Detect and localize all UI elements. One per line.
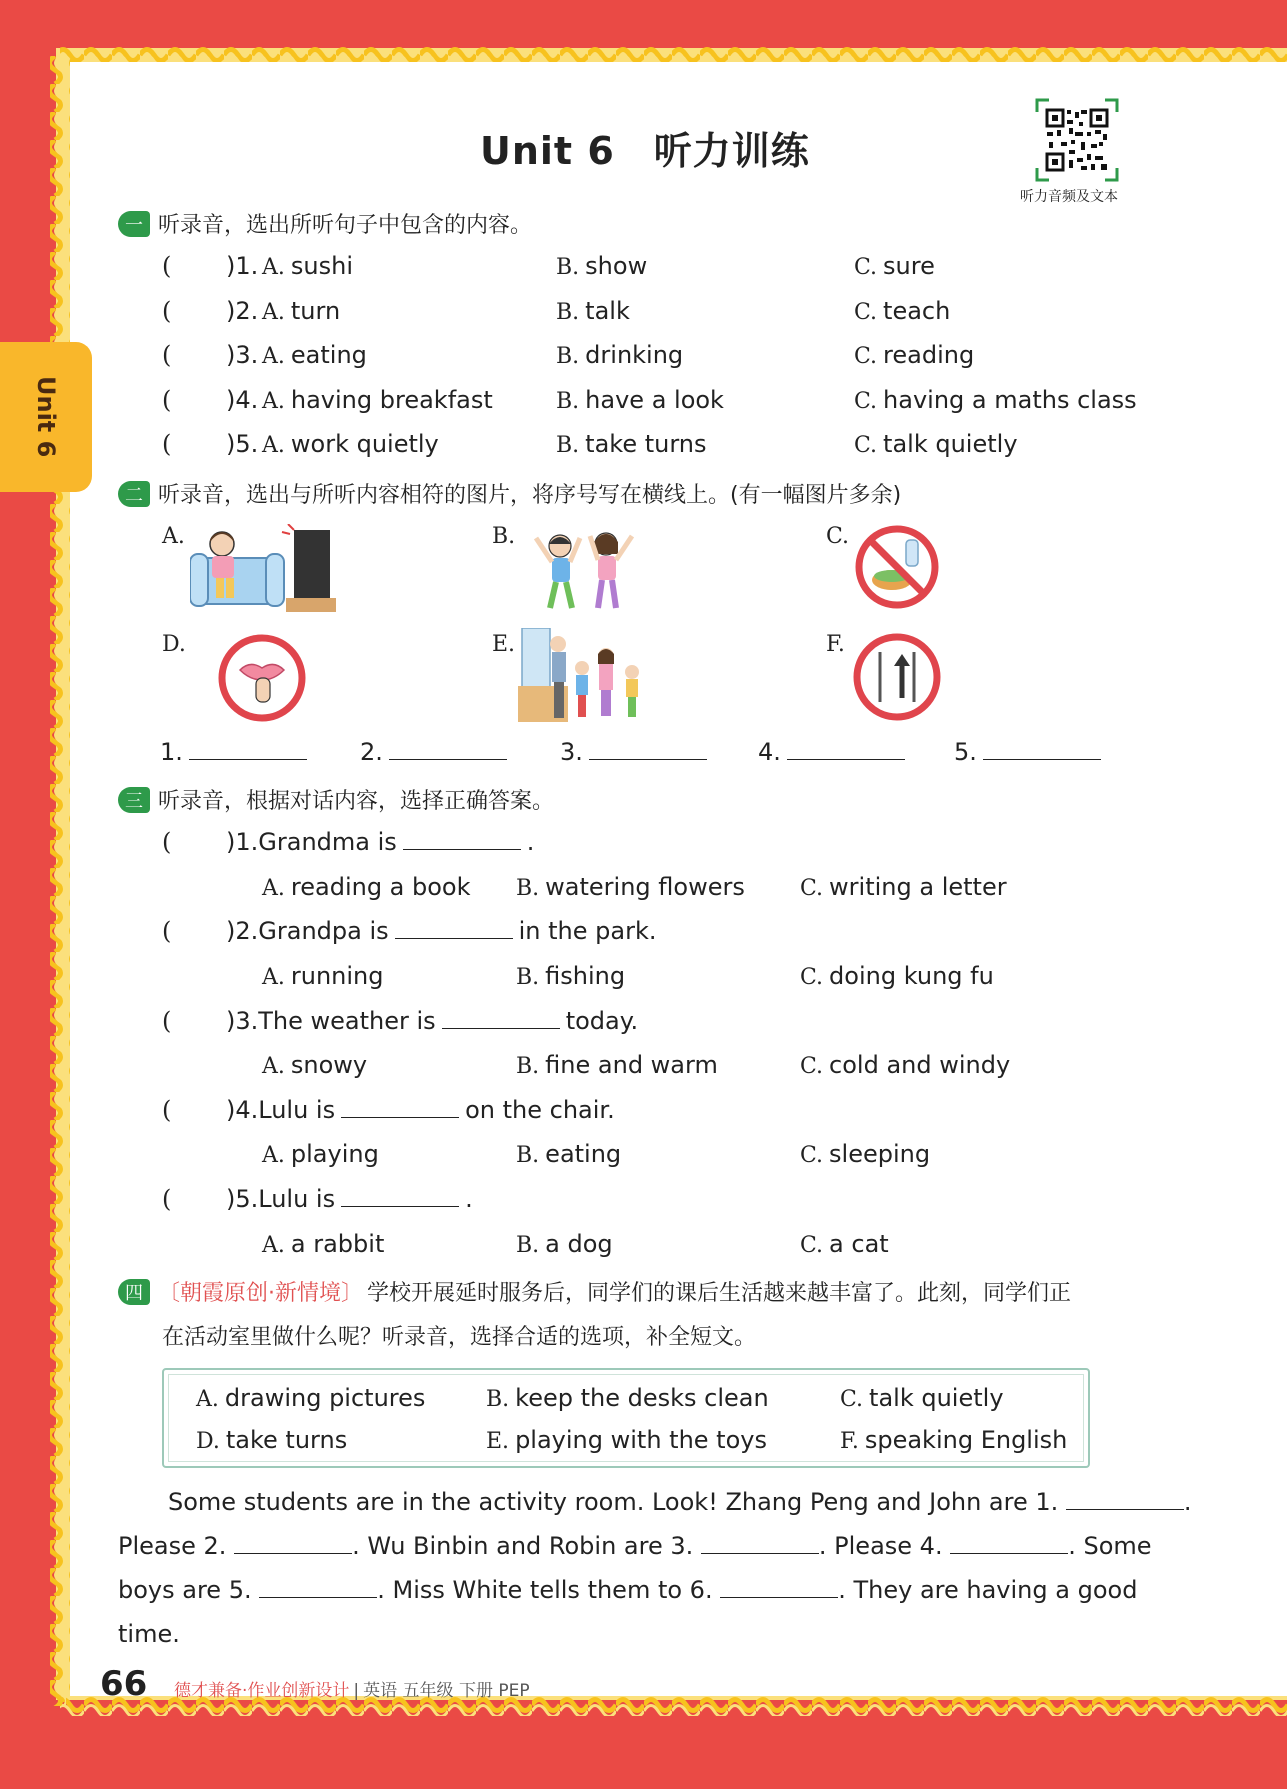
picture-c-label: C.	[826, 524, 850, 549]
option-b[interactable]	[516, 873, 745, 901]
question-text: in the park.	[518, 917, 657, 946]
picture-e-queuing	[518, 628, 652, 724]
option-a[interactable]	[262, 1051, 367, 1079]
option-text: have a look	[585, 385, 724, 414]
question-number: )3.	[226, 1006, 259, 1035]
option-text: drinking	[585, 341, 684, 369]
option-b[interactable]	[556, 430, 707, 458]
option-letter: B.	[516, 875, 540, 901]
page-title: Unit 6 听力训练	[480, 129, 810, 173]
section-2-badge: 二	[118, 481, 150, 507]
option-text: reading a book	[290, 872, 471, 901]
word-bank-option-b[interactable]	[486, 1384, 769, 1412]
question-text: Lulu is	[258, 1095, 336, 1124]
option-letter: C.	[800, 1054, 824, 1080]
blank-number: 3.	[560, 738, 583, 766]
answer-paren[interactable]: (	[162, 1006, 172, 1035]
answer-paren[interactable]: (	[162, 385, 172, 414]
picture-d-label: D.	[162, 632, 186, 657]
option-text: eating	[545, 1140, 622, 1169]
option-text: drawing pictures	[224, 1384, 426, 1412]
passage-text: . Some	[1068, 1532, 1152, 1560]
option-text: talk	[585, 296, 630, 325]
option-text: teach	[883, 296, 951, 325]
option-b[interactable]	[556, 341, 683, 369]
answer-blank[interactable]	[341, 1096, 459, 1118]
option-a[interactable]	[262, 873, 471, 901]
option-letter: A.	[262, 875, 285, 901]
question-stem	[226, 828, 534, 856]
option-text: fine and warm	[545, 1051, 718, 1080]
question-text: today.	[565, 1006, 639, 1035]
option-letter: E.	[486, 1429, 510, 1454]
option-text: doing kung fu	[829, 961, 994, 990]
option-letter: A.	[262, 299, 285, 325]
picture-a-watching-tv	[190, 524, 340, 614]
option-a[interactable]	[262, 386, 493, 414]
option-b[interactable]	[556, 297, 630, 325]
option-letter: B.	[516, 1143, 540, 1169]
option-text: talk quietly	[869, 1384, 1004, 1412]
option-c[interactable]	[800, 1230, 889, 1258]
option-letter: F.	[840, 1429, 859, 1454]
option-b[interactable]	[556, 252, 647, 280]
unit-side-tab	[0, 342, 92, 492]
option-c[interactable]	[854, 386, 1137, 414]
picture-b-exercising	[530, 524, 640, 614]
answer-blank[interactable]	[189, 738, 307, 760]
section-3-heading	[118, 784, 554, 815]
option-b[interactable]	[516, 1140, 621, 1168]
option-text: sushi	[290, 252, 353, 280]
option-letter: C.	[854, 433, 878, 458]
answer-blank[interactable]	[389, 738, 507, 760]
option-b[interactable]	[516, 962, 625, 990]
question-text: .	[526, 828, 535, 856]
option-text: having a maths class	[883, 385, 1137, 414]
option-letter: C.	[840, 1387, 864, 1412]
question-number: )4.	[226, 1095, 259, 1124]
question-text: The weather is	[258, 1006, 436, 1035]
option-letter: B.	[556, 299, 580, 325]
question-text: Lulu is	[258, 1185, 336, 1214]
option-c[interactable]	[854, 297, 950, 325]
option-text: talk quietly	[883, 430, 1018, 458]
section-4-instruction-line2: 在活动室里做什么呢？听录音，选择合适的选项，补全短文。	[162, 1325, 757, 1350]
option-text: turn	[290, 296, 341, 325]
option-a[interactable]	[262, 430, 439, 458]
footer-subject: 英语 五年级 下册 PEP	[363, 1681, 530, 1701]
option-a[interactable]	[262, 252, 353, 280]
question-text: Grandpa is	[258, 917, 389, 946]
picture-answer-5	[954, 738, 1101, 766]
passage-text: . Please 4.	[818, 1532, 943, 1560]
blank-number: 4.	[758, 738, 781, 766]
section-4-badge: 四	[118, 1279, 150, 1305]
question-number: )5.	[226, 430, 259, 458]
no-food-drink-sign-icon	[852, 522, 942, 612]
option-letter: A.	[262, 1143, 285, 1169]
option-letter: A.	[262, 1232, 285, 1258]
option-letter: B.	[516, 1054, 540, 1080]
option-letter: C.	[800, 1143, 824, 1169]
option-a[interactable]	[262, 962, 384, 990]
option-text: playing	[290, 1140, 379, 1169]
section-2-heading	[118, 478, 901, 509]
question-stem	[226, 1185, 473, 1213]
option-letter: B.	[556, 433, 580, 458]
option-letter: A.	[262, 964, 285, 990]
option-b[interactable]	[556, 386, 724, 414]
option-c[interactable]	[800, 962, 994, 990]
answer-blank[interactable]	[589, 738, 707, 760]
answer-blank-5[interactable]	[259, 1576, 377, 1598]
option-text: watering flowers	[545, 872, 745, 901]
answer-blank-3[interactable]	[701, 1532, 819, 1554]
picture-answer-2	[360, 738, 507, 766]
option-c[interactable]	[800, 1140, 930, 1168]
question-text: Grandma is	[258, 828, 397, 856]
answer-blank[interactable]	[341, 1185, 459, 1207]
option-letter: A.	[262, 388, 285, 414]
passage-text: . Miss White tells them to 6.	[377, 1576, 713, 1604]
option-letter: B.	[516, 1232, 540, 1258]
option-letter: C.	[854, 388, 878, 414]
option-text: having breakfast	[290, 385, 493, 414]
picture-f-label: F.	[826, 632, 845, 657]
option-text: fishing	[545, 961, 626, 990]
question-stem	[226, 1096, 615, 1124]
option-c[interactable]	[854, 430, 1018, 458]
footer-series: 德才兼备·作业创新设计 | 英语 五年级 下册 PEP	[174, 1681, 530, 1701]
option-letter: B.	[556, 344, 580, 369]
section-1-instruction: 听录音，选出所听句子中包含的内容。	[158, 213, 533, 238]
option-letter: C.	[854, 299, 878, 325]
section-4-tag: 〔朝霞原创·新情境〕	[158, 1281, 363, 1306]
option-text: cold and windy	[829, 1051, 1011, 1080]
option-text: writing a letter	[829, 872, 1007, 901]
option-b[interactable]	[516, 1051, 718, 1079]
unit-tab-label: Unit 6	[32, 376, 60, 458]
option-a[interactable]	[262, 297, 340, 325]
option-letter: B.	[556, 388, 580, 414]
option-letter: A.	[196, 1387, 219, 1412]
option-c[interactable]	[800, 873, 1007, 901]
answer-blank[interactable]	[403, 828, 521, 850]
answer-blank-2[interactable]	[234, 1532, 352, 1554]
answer-paren[interactable]: (	[162, 1095, 172, 1124]
passage-line-3	[118, 1568, 1137, 1612]
blank-number: 1.	[160, 738, 183, 766]
option-letter: A.	[262, 344, 285, 369]
option-c[interactable]	[854, 252, 935, 280]
option-letter: C.	[854, 344, 878, 369]
option-text: take turns	[585, 430, 707, 458]
section-1-badge: 一	[118, 211, 150, 237]
question-number: )1.	[226, 252, 259, 280]
option-letter: C.	[800, 875, 824, 901]
passage-text: . They are having a good	[838, 1576, 1138, 1604]
option-text: running	[290, 961, 384, 990]
question-number: )2.	[226, 296, 259, 325]
blank-number: 5.	[954, 738, 977, 766]
question-text: on the chair.	[465, 1095, 615, 1124]
passage-text: boys are 5.	[118, 1576, 252, 1604]
option-a[interactable]	[262, 1230, 384, 1258]
option-text: work quietly	[290, 430, 439, 458]
blank-number: 2.	[360, 738, 383, 766]
passage-text: . Wu Binbin and Robin are 3.	[352, 1532, 694, 1560]
answer-paren[interactable]: (	[162, 917, 172, 946]
answer-paren[interactable]: (	[162, 296, 172, 325]
option-c[interactable]	[854, 341, 974, 369]
question-number: )5.	[226, 1185, 259, 1214]
option-text: sure	[883, 252, 935, 280]
answer-paren[interactable]: (	[162, 1185, 172, 1214]
be-quiet-sign-icon	[216, 632, 308, 724]
page-number: 66	[100, 1664, 148, 1704]
answer-paren[interactable]: (	[162, 828, 172, 856]
option-letter: A.	[262, 1054, 285, 1080]
answer-paren[interactable]: (	[162, 252, 172, 280]
option-text: a dog	[545, 1229, 613, 1258]
option-text: snowy	[290, 1051, 368, 1080]
answer-blank[interactable]	[442, 1007, 560, 1029]
answer-paren[interactable]: (	[162, 430, 172, 458]
option-letter: B.	[516, 964, 540, 990]
section-3-instruction: 听录音，根据对话内容，选择正确答案。	[158, 789, 555, 814]
option-c[interactable]	[800, 1051, 1010, 1079]
option-letter: A.	[262, 433, 285, 458]
section-1-heading	[118, 208, 532, 239]
passage-text: Some students are in the activity room. Look! Zhang Peng and John are 1.	[168, 1488, 1059, 1516]
answer-blank[interactable]	[395, 917, 513, 939]
option-text: playing with the toys	[515, 1426, 767, 1454]
option-text: take turns	[225, 1426, 348, 1454]
picture-answer-4	[758, 738, 905, 766]
word-bank-option-d[interactable]	[196, 1426, 347, 1454]
picture-a-label: A.	[162, 524, 185, 549]
section-3-badge: 三	[118, 787, 150, 813]
qr-code-icon[interactable]	[1035, 98, 1119, 182]
option-text: a rabbit	[290, 1229, 385, 1258]
section-2-instruction: 听录音，选出与所听内容相符的图片，将序号写在横线上。(有一幅图片多余)	[158, 483, 902, 508]
answer-blank-1[interactable]	[1066, 1488, 1184, 1510]
passage-line-4: time.	[118, 1620, 180, 1648]
footer-series-name: 德才兼备·作业创新设计	[174, 1681, 350, 1701]
question-stem	[226, 1007, 638, 1035]
option-text: reading	[883, 341, 975, 369]
passage-text: Please 2.	[118, 1532, 227, 1560]
passage-line-1: Some students are in the activity room. Look! Zhang Peng and John are 1. .	[168, 1488, 1192, 1516]
picture-answer-3	[560, 738, 707, 766]
passage-line-2	[118, 1524, 1152, 1568]
question-number: )3.	[226, 341, 259, 369]
option-text: sleeping	[829, 1140, 931, 1169]
word-bank-option-a[interactable]	[196, 1384, 425, 1412]
answer-blank-6[interactable]	[720, 1576, 838, 1598]
option-a[interactable]	[262, 341, 367, 369]
option-text: eating	[290, 341, 367, 369]
option-letter: C.	[800, 1232, 824, 1258]
question-text: .	[465, 1185, 473, 1214]
option-letter: B.	[556, 255, 580, 280]
option-b[interactable]	[516, 1230, 613, 1258]
option-text: a cat	[829, 1229, 889, 1258]
option-letter: A.	[262, 255, 285, 280]
option-text: keep the desks clean	[515, 1384, 769, 1412]
option-letter: B.	[486, 1387, 510, 1412]
answer-paren[interactable]: (	[162, 341, 172, 369]
question-number: )2.	[226, 917, 259, 946]
picture-e-label: E.	[492, 632, 516, 657]
word-bank-option-c[interactable]	[840, 1384, 1004, 1412]
qr-caption: 听力音频及文本	[1020, 189, 1118, 205]
option-letter: D.	[196, 1429, 220, 1454]
picture-answer-1	[160, 738, 307, 766]
walk-on-right-sign-icon	[850, 630, 944, 724]
question-stem	[226, 917, 656, 945]
word-bank-option-f[interactable]	[840, 1426, 1067, 1454]
picture-b-label: B.	[492, 524, 516, 549]
option-text: show	[585, 252, 648, 280]
question-number: )4.	[226, 385, 259, 414]
option-letter: C.	[854, 255, 878, 280]
section-4-instruction-line1: 学校开展延时服务后，同学们的课后生活越来越丰富了。此刻，同学们正	[367, 1281, 1072, 1306]
answer-blank[interactable]	[983, 738, 1101, 760]
option-letter: C.	[800, 964, 824, 990]
answer-blank-4[interactable]	[950, 1532, 1068, 1554]
question-number: )1.	[226, 828, 259, 856]
answer-blank[interactable]	[787, 738, 905, 760]
word-bank-option-e[interactable]	[486, 1426, 767, 1454]
option-text: speaking English	[864, 1426, 1068, 1454]
section-4-heading	[118, 1276, 1071, 1307]
option-a[interactable]	[262, 1140, 379, 1168]
